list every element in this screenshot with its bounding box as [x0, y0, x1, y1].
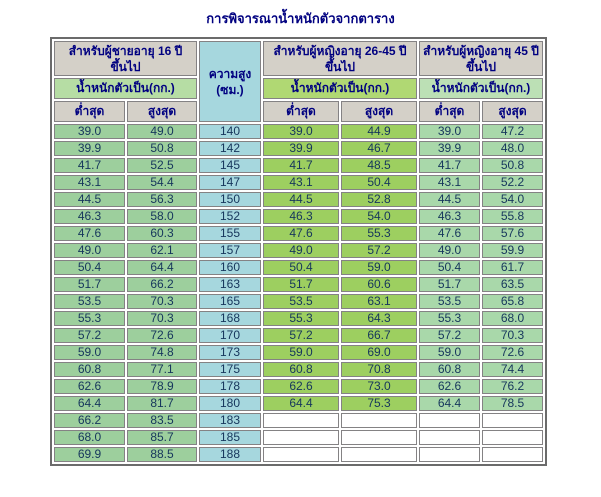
women-45-max-cell: 59.9: [482, 243, 543, 258]
women-26-45-min-cell: 46.3: [263, 209, 339, 224]
women-26-45-max-cell: 50.4: [341, 175, 417, 190]
women-26-45-min-header: ต่ำสุด: [263, 101, 339, 122]
table-row: [54, 192, 543, 207]
height-cell: 183: [199, 413, 261, 428]
table-row: [54, 345, 543, 360]
women-45-max-header: สูงสุด: [482, 101, 543, 122]
men-min-cell: 64.4: [54, 396, 125, 411]
women-26-45-max-cell: 63.1: [341, 294, 417, 309]
men-min-cell: 66.2: [54, 413, 125, 428]
height-column-header: ความสูง (ซม.): [199, 41, 261, 122]
women-45-max-cell: 68.0: [482, 311, 543, 326]
women-26-45-max-cell: 54.0: [341, 209, 417, 224]
height-cell: 157: [199, 243, 261, 258]
women-45-max-cell: 50.8: [482, 158, 543, 173]
women-26-45-min-cell-empty: [263, 413, 339, 428]
women-45-min-cell-empty: [419, 447, 480, 462]
table-row: [54, 277, 543, 292]
height-cell: 160: [199, 260, 261, 275]
women-45-min-header: ต่ำสุด: [419, 101, 480, 122]
men-group-header-line1: สำหรับผู้ชายอายุ 16 ปี: [68, 43, 183, 58]
men-max-cell: 78.9: [127, 379, 197, 394]
men-min-cell: 59.0: [54, 345, 125, 360]
women-45-min-cell: 39.9: [419, 141, 480, 156]
men-min-cell: 41.7: [54, 158, 125, 173]
women-45-min-cell: 43.1: [419, 175, 480, 190]
men-max-cell: 81.7: [127, 396, 197, 411]
height-cell: 180: [199, 396, 261, 411]
men-max-header: สูงสุด: [127, 101, 197, 122]
women-26-45-min-cell: 51.7: [263, 277, 339, 292]
women-45-max-cell: 48.0: [482, 141, 543, 156]
women-45-min-cell: 47.6: [419, 226, 480, 241]
table-row: [54, 260, 543, 275]
women-45-min-cell: 55.3: [419, 311, 480, 326]
women-45-min-cell: 41.7: [419, 158, 480, 173]
men-max-cell: 74.8: [127, 345, 197, 360]
women-26-45-weight-subheader: น้ำหนักตัวเป็น(กก.): [263, 78, 417, 99]
men-max-cell: 70.3: [127, 294, 197, 309]
height-cell: 168: [199, 311, 261, 326]
women-45-group-header-line2: ขึ้นไป: [465, 59, 497, 74]
women-45-weight-subheader: น้ำหนักตัวเป็น(กก.): [419, 78, 543, 99]
women-45-min-cell: 60.8: [419, 362, 480, 377]
men-min-cell: 50.4: [54, 260, 125, 275]
height-cell: 163: [199, 277, 261, 292]
table-row: [54, 311, 543, 326]
table-row: [54, 124, 543, 139]
table-row: [54, 226, 543, 241]
height-cell: 165: [199, 294, 261, 309]
men-min-cell: 68.0: [54, 430, 125, 445]
women-26-45-min-cell: 57.2: [263, 328, 339, 343]
men-min-cell: 55.3: [54, 311, 125, 326]
table-row: [54, 158, 543, 173]
women-45-max-cell: 55.8: [482, 209, 543, 224]
women-26-45-max-cell: 73.0: [341, 379, 417, 394]
women-45-group-header: [419, 41, 543, 76]
men-min-cell: 39.9: [54, 141, 125, 156]
women-45-max-cell-empty: [482, 413, 543, 428]
women-26-45-min-cell: 59.0: [263, 345, 339, 360]
men-min-cell: 44.5: [54, 192, 125, 207]
women-26-45-min-cell: 50.4: [263, 260, 339, 275]
women-26-45-max-cell: 52.8: [341, 192, 417, 207]
men-max-cell: 52.5: [127, 158, 197, 173]
women-26-45-max-cell: 57.2: [341, 243, 417, 258]
women-45-max-cell: 61.7: [482, 260, 543, 275]
women-45-max-cell: 78.5: [482, 396, 543, 411]
women-26-45-max-cell-empty: [341, 430, 417, 445]
women-45-min-cell: 62.6: [419, 379, 480, 394]
women-26-45-min-cell: 55.3: [263, 311, 339, 326]
men-min-cell: 43.1: [54, 175, 125, 190]
height-cell: 150: [199, 192, 261, 207]
group-header-row: [54, 41, 543, 76]
men-min-cell: 47.6: [54, 226, 125, 241]
height-cell: 147: [199, 175, 261, 190]
women-45-max-cell: 72.6: [482, 345, 543, 360]
women-26-45-min-cell: 47.6: [263, 226, 339, 241]
women-26-45-max-cell: 48.5: [341, 158, 417, 173]
men-min-cell: 53.5: [54, 294, 125, 309]
women-26-45-max-cell: 75.3: [341, 396, 417, 411]
height-cell: 145: [199, 158, 261, 173]
women-26-45-max-cell: 70.8: [341, 362, 417, 377]
women-26-45-max-cell: 69.0: [341, 345, 417, 360]
men-max-cell: 64.4: [127, 260, 197, 275]
women-26-45-min-cell-empty: [263, 430, 339, 445]
women-45-min-cell: 51.7: [419, 277, 480, 292]
women-45-min-cell: 49.0: [419, 243, 480, 258]
women-26-45-max-cell-empty: [341, 447, 417, 462]
men-min-cell: 46.3: [54, 209, 125, 224]
women-26-45-min-cell: 44.5: [263, 192, 339, 207]
men-max-cell: 50.8: [127, 141, 197, 156]
men-max-cell: 72.6: [127, 328, 197, 343]
weight-subheader-row: [54, 78, 543, 99]
men-min-cell: 57.2: [54, 328, 125, 343]
minmax-header-row: [54, 101, 543, 122]
men-min-cell: 51.7: [54, 277, 125, 292]
women-45-min-cell: 64.4: [419, 396, 480, 411]
men-min-cell: 39.0: [54, 124, 125, 139]
women-26-45-min-cell: 49.0: [263, 243, 339, 258]
women-45-min-cell-empty: [419, 430, 480, 445]
height-cell: 178: [199, 379, 261, 394]
women-45-max-cell: 70.3: [482, 328, 543, 343]
height-cell: 173: [199, 345, 261, 360]
men-weight-subheader: น้ำหนักตัวเป็น(กก.): [54, 78, 197, 99]
table-row: [54, 413, 543, 428]
table-body: [54, 124, 543, 462]
table-row: [54, 447, 543, 462]
women-45-max-cell: 74.4: [482, 362, 543, 377]
men-max-cell: 60.3: [127, 226, 197, 241]
men-min-cell: 62.6: [54, 379, 125, 394]
women-26-45-min-cell: 53.5: [263, 294, 339, 309]
women-26-45-min-cell: 62.6: [263, 379, 339, 394]
women-45-max-cell: 47.2: [482, 124, 543, 139]
women-26-45-max-cell: 59.0: [341, 260, 417, 275]
table-row: [54, 379, 543, 394]
women-26-45-max-cell-empty: [341, 413, 417, 428]
women-45-min-cell: 39.0: [419, 124, 480, 139]
women-26-45-min-cell: 60.8: [263, 362, 339, 377]
height-cell: 170: [199, 328, 261, 343]
men-max-cell: 85.7: [127, 430, 197, 445]
women-45-min-cell: 59.0: [419, 345, 480, 360]
men-max-cell: 58.0: [127, 209, 197, 224]
women-26-45-max-cell: 44.9: [341, 124, 417, 139]
men-max-cell: 62.1: [127, 243, 197, 258]
men-min-cell: 69.9: [54, 447, 125, 462]
men-max-cell: 56.3: [127, 192, 197, 207]
women-45-group-header-line1: สำหรับผู้หญิงอายุ 45 ปี: [423, 43, 539, 58]
women-45-max-cell-empty: [482, 447, 543, 462]
women-45-min-cell-empty: [419, 413, 480, 428]
women-26-45-min-cell: 43.1: [263, 175, 339, 190]
women-45-min-cell: 50.4: [419, 260, 480, 275]
women-45-max-cell: 52.2: [482, 175, 543, 190]
men-min-header: ต่ำสุด: [54, 101, 125, 122]
table-row: [54, 362, 543, 377]
women-26-45-max-cell: 46.7: [341, 141, 417, 156]
height-cell: 152: [199, 209, 261, 224]
men-min-cell: 60.8: [54, 362, 125, 377]
women-26-45-group-header-line1: สำหรับผู้หญิงอายุ 26-45 ปี: [273, 43, 407, 58]
women-45-min-cell: 44.5: [419, 192, 480, 207]
women-45-min-cell: 57.2: [419, 328, 480, 343]
men-max-cell: 83.5: [127, 413, 197, 428]
weight-table: [51, 38, 546, 465]
women-45-max-cell: 54.0: [482, 192, 543, 207]
women-26-45-min-cell: 64.4: [263, 396, 339, 411]
table-row: [54, 141, 543, 156]
men-max-cell: 54.4: [127, 175, 197, 190]
women-26-45-max-header: สูงสุด: [341, 101, 417, 122]
height-cell: 142: [199, 141, 261, 156]
men-group-header: [54, 41, 197, 76]
women-45-max-cell: 63.5: [482, 277, 543, 292]
men-min-cell: 49.0: [54, 243, 125, 258]
men-max-cell: 70.3: [127, 311, 197, 326]
women-26-45-max-cell: 60.6: [341, 277, 417, 292]
men-max-cell: 66.2: [127, 277, 197, 292]
table-row: [54, 243, 543, 258]
height-cell: 185: [199, 430, 261, 445]
women-26-45-min-cell-empty: [263, 447, 339, 462]
table-row: [54, 430, 543, 445]
women-26-45-max-cell: 64.3: [341, 311, 417, 326]
women-26-45-min-cell: 41.7: [263, 158, 339, 173]
women-26-45-max-cell: 55.3: [341, 226, 417, 241]
women-45-min-cell: 53.5: [419, 294, 480, 309]
women-26-45-min-cell: 39.9: [263, 141, 339, 156]
women-45-max-cell: 65.8: [482, 294, 543, 309]
height-cell: 175: [199, 362, 261, 377]
women-45-max-cell: 57.6: [482, 226, 543, 241]
height-cell: 188: [199, 447, 261, 462]
women-26-45-min-cell: 39.0: [263, 124, 339, 139]
height-cell: 140: [199, 124, 261, 139]
table-row: [54, 396, 543, 411]
women-45-max-cell-empty: [482, 430, 543, 445]
women-26-45-max-cell: 66.7: [341, 328, 417, 343]
men-group-header-line2: ขึ้นไป: [110, 59, 141, 74]
page-title: การพิจารณาน้ำหนักตัวจากตาราง: [206, 11, 395, 26]
height-cell: 155: [199, 226, 261, 241]
women-45-max-cell: 76.2: [482, 379, 543, 394]
men-max-cell: 88.5: [127, 447, 197, 462]
women-26-45-group-header-line2: ขึ้นไป: [324, 59, 356, 74]
table-row: [54, 209, 543, 224]
women-45-min-cell: 46.3: [419, 209, 480, 224]
men-max-cell: 49.0: [127, 124, 197, 139]
women-26-45-group-header: [263, 41, 417, 76]
table-row: [54, 328, 543, 343]
table-row: [54, 294, 543, 309]
table-row: [54, 175, 543, 190]
men-max-cell: 77.1: [127, 362, 197, 377]
